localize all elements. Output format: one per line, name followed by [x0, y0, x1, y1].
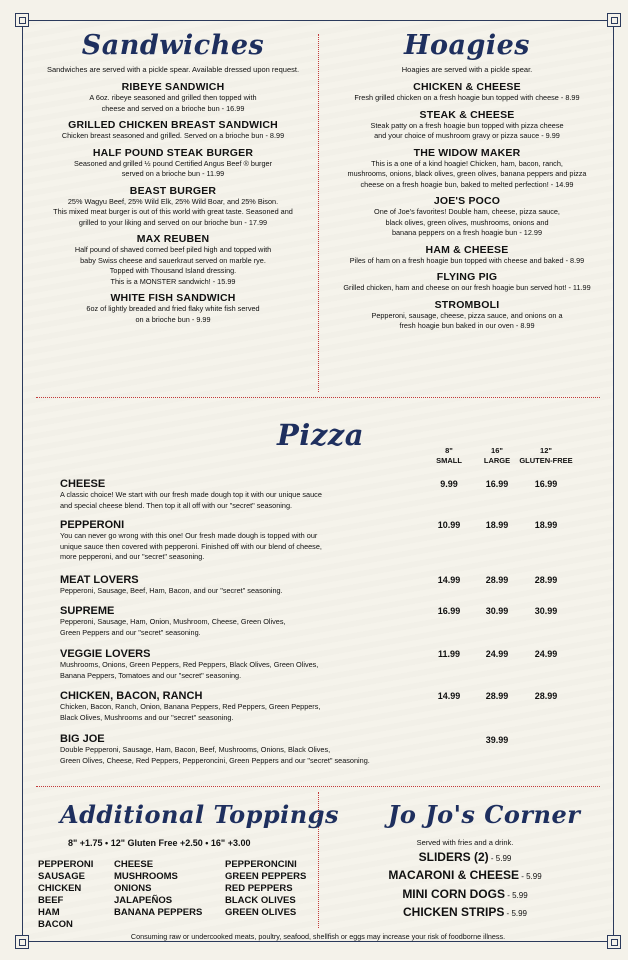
jojo-item-price: - 5.99 [504, 891, 528, 900]
sandwich-item [30, 81, 316, 114]
jojo-title: Jo Jo's Corner [388, 800, 581, 829]
sandwiches-section [30, 30, 316, 325]
size-header-small: 8" SMALL [436, 446, 462, 465]
price-large: 16.99 [485, 479, 509, 489]
hoagie-item [322, 147, 612, 191]
toppings-list-peppers: PEPPERONCINI GREEN PEPPERS RED PEPPERS BLACK OLIVES GREEN OLIVES [225, 859, 307, 918]
jojo-item-price: - 5.99 [519, 872, 542, 881]
section-divider [36, 786, 600, 787]
jojo-item [320, 868, 610, 882]
item-description: Half pound of shaved corned beef piled high and topped with baby Swiss cheese and sauerkraut served on marble rye. Topped with Thousand Island dressing. This is a MONSTER sandwich! - 15.99 [74, 245, 272, 286]
item-name: BEAST BURGER [129, 184, 217, 197]
price-gluten-free: 30.99 [534, 606, 558, 616]
jojo-item-name: MINI CORN DOGS [402, 887, 505, 901]
jojo-item-name: CHICKEN STRIPS [402, 905, 505, 919]
item-description: 6oz of lightly breaded and fried flaky white fish served on a brioche bun - 9.99 [86, 304, 260, 324]
item-name: MAX REUBEN [136, 233, 210, 245]
item-name: CHICKEN & CHEESE [413, 81, 521, 93]
jojo-item-price: - 5.99 [504, 909, 528, 918]
jojo-item-name: MACARONI & CHEESE [388, 868, 519, 882]
section-divider [36, 397, 600, 398]
item-description: Grilled chicken, ham and cheese on our fresh hoagie bun served hot! - 11.99 [343, 283, 591, 292]
jojo-item-name: SLIDERS (2) [418, 850, 489, 864]
hoagie-item [322, 81, 612, 104]
item-description: Pepperoni, sausage, cheese, pizza sauce, and onions on a fresh hoagie bun baked in our oven - 8.99 [371, 310, 563, 330]
item-name: THE WIDOW MAKER [413, 146, 521, 159]
pizza-name: MEAT LOVERS [60, 574, 139, 586]
pizza-description: Pepperoni, Sausage, Ham, Onion, Mushroom, Cheese, Green Olives, Green Peppers and our "secret" seasoning. [60, 617, 286, 637]
hoagies-title: Hoagies [403, 30, 531, 61]
item-name: HALF POUND STEAK BURGER [92, 146, 254, 159]
pizza-title: Pizza [277, 418, 365, 452]
price-small: 14.99 [437, 691, 461, 701]
price-gluten-free: 28.99 [534, 575, 558, 585]
pizza-description: A classic choice! We start with our fresh made dough top it with our unique sauce and special cheese blend. Then top it all off with our "secret" seasoning. [60, 490, 322, 510]
toppings-list-meats: PEPPERONI SAUSAGE CHICKEN BEEF HAM BACON [38, 859, 94, 930]
corner-ornament [607, 13, 621, 27]
price-large: 28.99 [485, 691, 509, 701]
item-description: Seasoned and grilled ½ pound Certified Angus Beef ® burger served on a brioche bun - 11.99 [73, 158, 273, 178]
item-name: WHITE FISH SANDWICH [110, 292, 236, 304]
item-description: Piles of ham on a fresh hoagie bun topped with cheese and baked - 8.99 [349, 255, 585, 265]
toppings-title: Additional Toppings [60, 800, 340, 829]
hoagie-item [322, 299, 612, 332]
price-large: 24.99 [485, 649, 509, 659]
corner-ornament [15, 13, 29, 27]
jojo-item-price: - 5.99 [488, 854, 512, 863]
price-gluten-free: 28.99 [534, 691, 558, 701]
price-gluten-free: 18.99 [534, 520, 558, 530]
item-description: 25% Wagyu Beef, 25% Wild Elk, 25% Wild Boar, and 25% Bison. This mixed meat burger is out of this world with great taste. Seasoned and grilled to your liking and served on our brioche bun - 17.99 [53, 196, 293, 227]
sandwiches-title: Sandwiches [81, 30, 265, 61]
item-description: Steak patty on a fresh hoagie bun topped with pizza cheese and your choice of mushroom gravy or pizza sauce - 9.99 [370, 120, 564, 140]
sandwich-item [30, 119, 316, 142]
price-small: 11.99 [437, 649, 461, 659]
pizza-name: CHEESE [60, 478, 106, 490]
hoagie-item [322, 195, 612, 239]
toppings-prices: 8" +1.75 • 12" Gluten Free +2.50 • 16" +3.00 [68, 838, 251, 848]
item-name: JOE'S POCO [433, 195, 501, 207]
price-small: 14.99 [437, 575, 461, 585]
price-gluten-free: 24.99 [534, 649, 558, 659]
item-name: GRILLED CHICKEN BREAST SANDWICH [68, 119, 278, 131]
price-small: 10.99 [437, 520, 461, 530]
price-large: 18.99 [485, 520, 509, 530]
pizza-description: Double Pepperoni, Sausage, Ham, Bacon, Beef, Mushrooms, Onions, Black Olives, Green Olives, Cheese, Red Peppers, Pepperoncini, Green Peppers and our "secret" seasoning. [60, 745, 370, 765]
price-small: 9.99 [440, 479, 458, 489]
item-description: Chicken breast seasoned and grilled. Served on a brioche bun - 8.99 [61, 131, 285, 140]
pizza-description: Mushrooms, Onions, Green Peppers, Red Peppers, Black Olives, Green Olives, Banana Peppers, Tomatoes and our "secret" seasoning. [60, 660, 319, 680]
pizza-name: SUPREME [60, 605, 115, 617]
column-divider [318, 34, 319, 392]
item-name: FLYING PIG [436, 271, 498, 283]
item-description: A 6oz. ribeye seasoned and grilled then topped with cheese and served on a brioche bun - 16.99 [89, 93, 257, 113]
item-description: Fresh grilled chicken on a fresh hoagie bun topped with cheese - 8.99 [354, 93, 580, 102]
pizza-description: You can never go wrong with this one! Our fresh made dough is topped with our unique sauce then covered with pepperoni. Finished off with our blend of cheese, more pepperoni, and our "secret" seasoning. [60, 531, 322, 561]
item-name: STROMBOLI [434, 298, 500, 311]
sandwiches-note: Sandwiches are served with a pickle spear. Available dressed upon request. [46, 65, 300, 74]
price-small: 16.99 [437, 606, 461, 616]
price-large: 28.99 [485, 575, 509, 585]
hoagie-item [322, 109, 612, 142]
item-description: One of Joe's favorites! Double ham, cheese, pizza sauce, black olives, green olives, mushrooms, onions and banana peppers on a fresh hoagie bun - 12.99 [374, 207, 560, 237]
price-gluten-free: 16.99 [534, 479, 558, 489]
pizza-description: Pepperoni, Sausage, Beef, Ham, Bacon, and our "secret" seasoning. [60, 586, 283, 595]
size-header-gluten-free: 12" GLUTEN-FREE [519, 446, 573, 465]
hoagie-item [322, 244, 612, 267]
item-name: RIBEYE SANDWICH [121, 81, 225, 93]
item-name: HAM & CHEESE [425, 243, 509, 256]
toppings-list-veggies: CHEESE MUSHROOMS ONIONS JALAPEÑOS BANANA PEPPERS [114, 859, 203, 918]
jojo-item [320, 905, 610, 919]
price-large: 39.99 [485, 735, 509, 745]
sandwich-item [30, 147, 316, 180]
price-large: 30.99 [485, 606, 509, 616]
hoagies-note: Hoagies are served with a pickle spear. [401, 65, 533, 74]
sandwich-item [30, 292, 316, 325]
item-description: This is a one of a kind hoagie! Chicken, ham, bacon, ranch, mushrooms, onions, black olives, green olives, banana peppers and pizza cheese on a fresh hoagie bun, baked to melted perfection! - 14.99 [347, 158, 587, 189]
jojo-item [320, 887, 610, 901]
pizza-description: Chicken, Bacon, Ranch, Onion, Banana Peppers, Red Peppers, Green Peppers, Black Olives, Mushrooms and our "secret" seasoning. [60, 702, 321, 722]
hoagies-section [322, 30, 612, 332]
size-header-large: 16" LARGE [483, 446, 511, 465]
jojo-note: Served with fries and a drink. [416, 838, 514, 847]
pizza-name: CHICKEN, BACON, RANCH [60, 690, 203, 702]
item-name: STEAK & CHEESE [419, 108, 515, 121]
sandwich-item [30, 185, 316, 229]
jojo-item [320, 850, 610, 864]
pizza-name: VEGGIE LOVERS [60, 648, 151, 660]
pizza-name: BIG JOE [60, 733, 105, 745]
sandwich-item [30, 233, 316, 287]
pizza-name: PEPPERONI [60, 519, 125, 531]
hoagie-item [322, 271, 612, 294]
food-safety-disclaimer: Consuming raw or undercooked meats, poultry, seafood, shellfish or eggs may increase your risk of foodborne illness. [130, 932, 506, 941]
